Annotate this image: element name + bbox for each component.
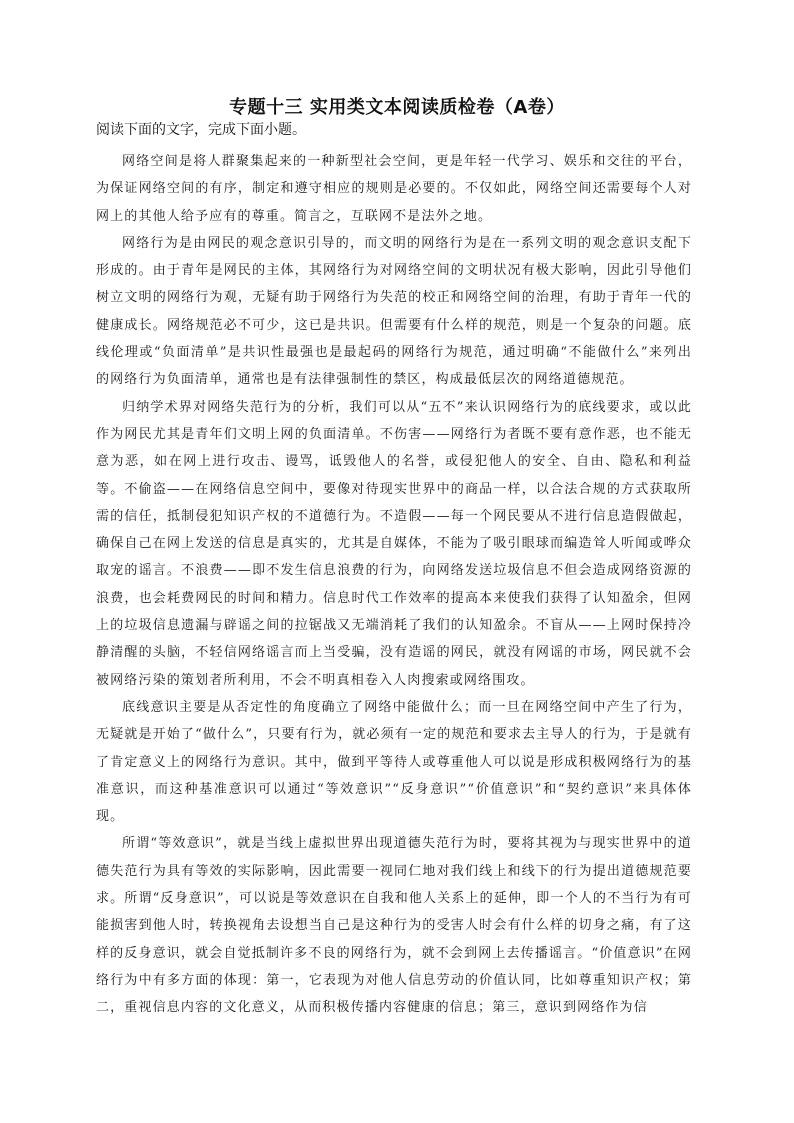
paragraph: 所谓“等效意识”，就是当线上虚拟世界出现道德失范行为时，要将其视为与现实世界中的道德失范行为具有等效的实际影响，因此需要一视同仁地对我们线上和线下的行为提出道德规范要求。所谓“反身意识”，可以说是等效意识在自我和他人关系上的延伸，即一个人的不当行为有可能损害到他人时，转换视角去设想当自己是这种行为的受害人时会有什么样的切身之痛，有了这样的反身意识，就会自觉抵制许多不良的网络行为，就不会到网上去传播谣言。“价值意识”在网络行为中有多方面的体现：第一，它表现为对他人信息劳动的价值认同，比如尊重知识产权；第二，重视信息内容的文化意义，从而积极传播内容健康的信息；第三，意识到网络作为信 xyxy=(96,836,692,1016)
paragraph: 网络行为是由网民的观念意识引导的，而文明的网络行为是在一系列文明的观念意识支配下形成的。由于青年是网民的主体，其网络行为对网络空间的文明状况有极大影响，因此引导他们树立文明的网络行为观，无疑有助于网络行为失范的校正和网络空间的治理，有助于青年一代的健康成长。网络规范必不可少，这已是共识。但需要有什么样的规范，则是一个复杂的问题。底线伦理或“负面清单”是共识性最强也是最起码的网络行为规范，通过明确“不能做什么”来列出的网络行为负面清单，通常也是有法律强制性的禁区，构成最低层次的网络道德规范。 xyxy=(96,235,692,388)
reading-instruction: 阅读下面的文字，完成下面小题。 xyxy=(96,122,306,138)
article-body xyxy=(96,148,692,1022)
paragraph: 网络空间是将人群聚集起来的一种新型社会空间，更是年轻一代学习、娱乐和交往的平台，为保证网络空间的有序，制定和遵守相应的规则是必要的。不仅如此，网络空间还需要每个人对网上的其他人给予应有的尊重。简言之，互联网不是法外之地。 xyxy=(96,154,692,224)
document-title: 专题十三 实用类文本阅读质检卷（A卷） xyxy=(229,97,565,118)
paragraph: 底线意识主要是从否定性的角度确立了网络中能做什么；而一旦在网络空间中产生了行为，无疑就是开始了“做什么”，只要有行为，就必须有一定的规范和要求去主导人的行为，于是就有了肯定意义上的网络行为意识。其中，做到平等待人或尊重他人可以说是形成积极网络行为的基准意识，而这种基准意识可以通过“等效意识”“反身意识”“价值意识”和“契约意识”来具体体现。 xyxy=(96,699,692,825)
paragraph: 归纳学术界对网络失范行为的分析，我们可以从“五不”来认识网络行为的底线要求，或以此作为网民尤其是青年们文明上网的负面清单。不伤害——网络行为者既不要有意作恶，也不能无意为恶，如在网上进行攻击、谩骂，诋毁他人的名誉，或侵犯他人的安全、自由、隐私和利益等。不偷盗——在网络信息空间中，要像对待现实世界中的商品一样，以合法合规的方式获取所需的信任，抵制侵犯知识产权的不道德行为。不造假——每一个网民要从不进行信息造假做起，确保自己在网上发送的信息是真实的，尤其是自媒体，不能为了吸引眼球而编造耸人听闻或哗众取宠的谣言。不浪费——即不发生信息浪费的行为，向网络发送垃圾信息不但会造成网络资源的浪费，也会耗费网民的时间和精力。信息时代工作效率的提高本来使我们获得了认知盈余，但网上的垃圾信息遗漏与辟谣之间的拉锯战又无端消耗了我们的认知盈余。不盲从——上网时保持冷静清醒的头脑，不轻信网络谣言而上当受骗，没有造谣的网民，就没有网谣的市场，网民就不会被网络污染的策划者所利用，不会不明真相卷入人肉搜索或网络围攻。 xyxy=(96,399,692,688)
